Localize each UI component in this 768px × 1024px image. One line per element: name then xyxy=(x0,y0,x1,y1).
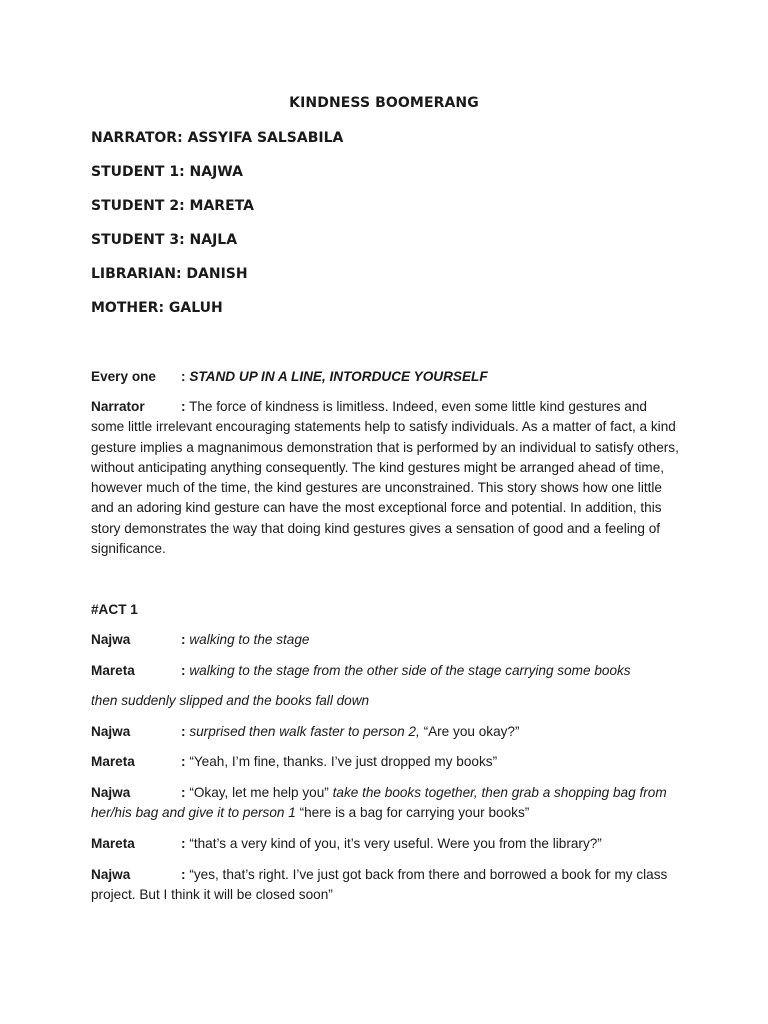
speaker-label: Every one xyxy=(91,369,156,384)
cast-item-student-3: STUDENT 3: NAJLA xyxy=(91,232,238,248)
dialogue-text: “Yeah, I’m fine, thanks. I’ve just dropped my books” xyxy=(189,754,498,769)
speaker-colon: : xyxy=(181,663,186,678)
dialogue-text: “yes, that’s right. I’ve just got back from there and borrowed a book for my class project. But I think it will be closed soon” xyxy=(91,867,668,903)
script-line xyxy=(91,722,681,742)
dialogue-text: “Okay, let me help you” xyxy=(189,785,329,800)
cast-item-librarian: LIBRARIAN: DANISH xyxy=(91,266,248,282)
speaker-label: Najwa xyxy=(91,724,131,739)
speaker-colon: : xyxy=(181,724,186,739)
speaker-label: Najwa xyxy=(91,632,131,647)
speaker-label: Najwa xyxy=(91,785,131,800)
script-line-narrator xyxy=(91,397,681,559)
stage-direction: STAND UP IN A LINE, INTORDUCE YOURSELF xyxy=(189,369,488,384)
script-line xyxy=(91,752,681,772)
script-line xyxy=(91,691,681,711)
stage-direction: then suddenly slipped and the books fall down xyxy=(91,693,370,708)
speaker-colon: : xyxy=(181,836,186,851)
dialogue-text: “Are you okay?” xyxy=(423,724,520,739)
document-title: KINDNESS BOOMERANG xyxy=(289,95,479,111)
speaker-label: Mareta xyxy=(91,754,135,769)
speaker-label: Najwa xyxy=(91,867,131,882)
speaker-label: Narrator xyxy=(91,399,145,414)
speaker-label: Mareta xyxy=(91,836,135,851)
stage-direction: walking to the stage from the other side of the stage carrying some books xyxy=(189,663,631,678)
script-line xyxy=(91,630,681,650)
stage-direction: surprised then walk faster to person 2, xyxy=(189,724,420,739)
dialogue-text: “here is a bag for carrying your books” xyxy=(299,805,530,821)
speaker-colon: : xyxy=(181,785,186,800)
cast-item-mother: MOTHER: GALUH xyxy=(91,300,223,316)
speaker-colon: : xyxy=(181,754,186,769)
cast-item-student-2: STUDENT 2: MARETA xyxy=(91,198,254,214)
speaker-colon: : xyxy=(181,867,186,882)
speaker-colon: : xyxy=(181,369,186,384)
cast-item-narrator: NARRATOR: ASSYIFA SALSABILA xyxy=(91,130,344,146)
act-heading: #ACT 1 xyxy=(91,602,138,617)
stage-direction: take the books together, then grab a shopping bag from her/his bag and give it to person 1 xyxy=(91,785,667,821)
script-line xyxy=(91,834,681,854)
narration-text: The force of kindness is limitless. Indeed, even some little kind gestures and some little irrelevant encouraging statements help to satisfy individuals. As a matter of fact, a kind gesture implies a magnanimous demonstration that is performed by an individual to satisfy others, without anticipating anything consequently. The kind gestures might be arranged ahead of time, however much of the time, the kind gestures are unconstrained. This story shows how one little and an adoring kind gesture can have the most exceptional force and potential. In addition, this story demonstrates the way that doing kind gestures gives a sensation of good and a feeling of significance. xyxy=(91,399,679,557)
script-line xyxy=(91,661,681,681)
dialogue-text: “that’s a very kind of you, it’s very useful. Were you from the library?” xyxy=(189,836,602,851)
cast-item-student-1: STUDENT 1: NAJWA xyxy=(91,164,243,180)
stage-direction: walking to the stage xyxy=(189,632,310,647)
speaker-label: Mareta xyxy=(91,663,135,678)
speaker-colon: : xyxy=(181,399,186,414)
script-line xyxy=(91,783,681,824)
script-line-everyone xyxy=(91,367,681,387)
speaker-colon: : xyxy=(181,632,186,647)
script-line xyxy=(91,865,681,906)
